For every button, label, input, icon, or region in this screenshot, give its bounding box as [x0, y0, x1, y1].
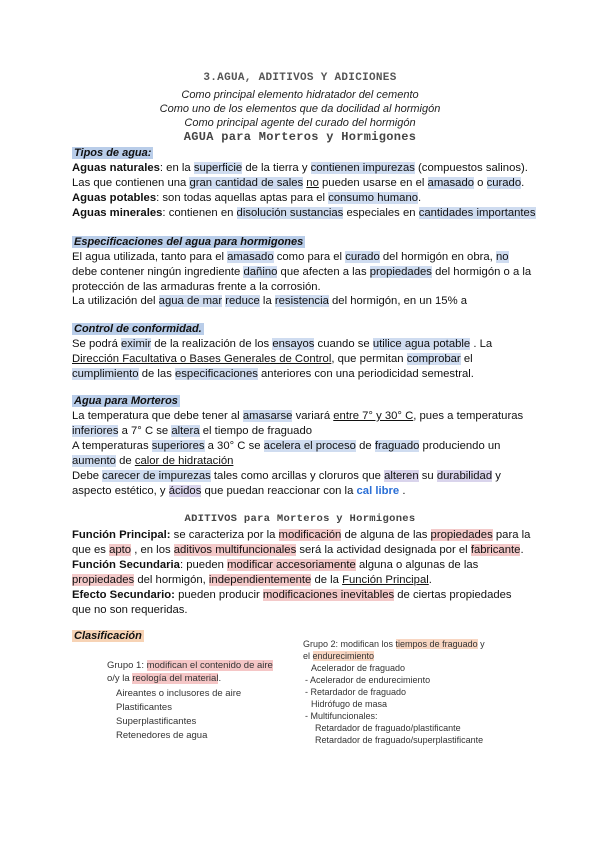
grupo1-item: Superplastificantes	[116, 716, 197, 727]
potables-label: Aguas potables	[72, 192, 157, 204]
control-heading: Control de conformidad.	[74, 323, 202, 335]
highlight: acelera el proceso	[263, 440, 356, 452]
text: de la tierra y	[242, 162, 311, 174]
text: su	[418, 470, 437, 482]
tipos-line-3	[72, 191, 421, 205]
highlight: amasarse	[242, 410, 293, 422]
grupo2-line-2	[303, 650, 374, 662]
highlight: fabricante	[470, 544, 521, 556]
text: variará	[292, 410, 334, 422]
text: se caracteriza por la	[170, 529, 279, 541]
highlight: propiedades	[430, 529, 493, 541]
grupo1-line-2	[107, 673, 221, 685]
text: .	[418, 192, 422, 204]
text: de	[355, 440, 375, 452]
espec-line-4	[72, 294, 467, 308]
morteros-line-2	[72, 424, 312, 438]
highlight: independientemente	[208, 574, 312, 586]
text: La temperatura que debe tener al	[72, 410, 243, 422]
intro-line-3: Como principal agente del curado del hormigón	[184, 117, 416, 129]
text: A temperaturas	[72, 440, 152, 452]
text: y	[477, 639, 485, 649]
highlight: superficie	[193, 162, 243, 174]
highlight: eximir	[121, 338, 152, 350]
underlined: no	[306, 177, 319, 189]
text: Se podrá	[72, 338, 121, 350]
highlight: dañino	[243, 266, 278, 278]
text: del hormigón en obra,	[379, 251, 496, 263]
text: anteriores con una periodicidad semestral.	[257, 368, 474, 380]
minerales-label: Aguas minerales	[72, 207, 163, 219]
text: : en la	[159, 162, 194, 174]
text: Grupo 2: modifican los	[303, 639, 396, 649]
aditivos-es-line-1	[72, 588, 512, 602]
text: de	[115, 455, 135, 467]
underlined: entre 7° y 30° C	[333, 410, 414, 422]
highlight: superiores	[151, 440, 205, 452]
highlight: agua de mar	[158, 295, 223, 307]
text: Grupo 1:	[107, 660, 147, 671]
text: y	[492, 470, 501, 482]
text: como para el	[273, 251, 346, 263]
highlight: durabilidad	[436, 470, 493, 482]
highlight: propiedades	[369, 266, 432, 278]
text: el tiempo de fraguado	[199, 425, 313, 437]
text: .	[399, 485, 406, 497]
grupo2-item: Hidrófugo de masa	[311, 699, 388, 709]
aditivos-fs-line-2	[72, 573, 432, 587]
aditivos-fs-line-1	[72, 558, 478, 572]
highlight: cumplimiento	[72, 368, 139, 380]
text: especiales en	[343, 207, 419, 219]
espec-line-1	[72, 250, 509, 264]
highlight: curado	[486, 177, 522, 189]
intro-line-1: Como principal elemento hidratador del cemento	[181, 89, 419, 101]
tipos-line-2	[72, 176, 524, 190]
espec-line-3: protección de las armaduras frente a la corrosión.	[72, 281, 321, 293]
aditivos-fp-line-2	[72, 543, 524, 557]
highlight: inferiores	[72, 425, 119, 437]
text: que afecten a las	[277, 266, 370, 278]
highlight: modificar accesoriamente	[227, 559, 356, 571]
highlight: contienen impurezas	[310, 162, 415, 174]
highlight: comprobar	[406, 353, 461, 365]
highlight: amasado	[427, 177, 475, 189]
text: .	[520, 544, 524, 556]
text: Las que contienen una	[72, 177, 190, 189]
underlined: calor de hidratación	[134, 455, 234, 467]
especificaciones-heading: Especificaciones del agua para hormigones	[74, 236, 304, 248]
espec-line-2	[72, 265, 531, 279]
es-label: Efecto Secundario:	[72, 589, 175, 601]
morteros-line-5	[72, 469, 501, 483]
naturales-label: Aguas naturales	[72, 162, 160, 174]
control-line-2	[72, 352, 473, 366]
text: , pues a temperaturas	[413, 410, 524, 422]
highlight: modifican el contenido de aire	[146, 660, 273, 671]
text: pueden producir	[174, 589, 263, 601]
clasificacion-heading: Clasificación	[74, 630, 142, 642]
highlight: especificaciones	[175, 368, 258, 380]
text: a 7° C se	[118, 425, 172, 437]
text: aspecto estético, y	[72, 485, 169, 497]
grupo1-line-1	[107, 660, 273, 672]
grupo2-item: - Acelerador de endurecimiento	[305, 675, 431, 685]
highlight: consumo humano	[328, 192, 419, 204]
text: a 30° C se	[204, 440, 264, 452]
fp-label: Función Principal:	[72, 529, 171, 541]
text: La utilización del	[72, 295, 159, 307]
highlight: ensayos	[272, 338, 315, 350]
text: .	[428, 574, 432, 586]
morteros-heading: Agua para Morteros	[74, 395, 178, 407]
text: o	[474, 177, 487, 189]
text: .	[521, 177, 525, 189]
aditivos-subtitle: ADITIVOS para Morteros y Hormigones	[184, 513, 416, 525]
highlight: alteren	[384, 470, 419, 482]
underlined: Dirección Facultativa o Bases Generales de Control	[72, 353, 332, 365]
highlight: ácidos	[168, 485, 202, 497]
text: cuando se	[314, 338, 373, 350]
text: produciendo un	[419, 440, 501, 452]
text: Debe	[72, 470, 103, 482]
tipos-heading: Tipos de agua:	[74, 147, 152, 159]
highlight: reduce	[225, 295, 260, 307]
grupo1-item: Aireantes o inclusores de aire	[116, 688, 242, 699]
grupo2-item: Acelerador de fraguado	[311, 663, 406, 673]
fs-label: Función Secundaria	[72, 559, 180, 571]
highlight: altera	[171, 425, 200, 437]
highlight: no	[495, 251, 509, 263]
morteros-line-1	[72, 409, 523, 423]
text: El agua utilizada, tanto para el	[72, 251, 228, 263]
highlight: carecer de impurezas	[102, 470, 211, 482]
morteros-line-4	[72, 454, 233, 468]
control-line-3	[72, 367, 474, 381]
grupo2-item: - Multifuncionales:	[305, 711, 378, 721]
grupo2-item: Retardador de fraguado/plastificante	[315, 723, 461, 733]
grupo2-item: - Retardador de fraguado	[305, 687, 407, 697]
text: para la	[492, 529, 531, 541]
tipos-line-4	[72, 206, 536, 220]
text: que es	[72, 544, 110, 556]
tipos-line-1	[72, 161, 528, 175]
text: de ciertas propiedades	[394, 589, 512, 601]
highlight: utilice agua potable	[372, 338, 471, 350]
text: (compuestos salinos).	[414, 162, 528, 174]
highlight: tiempos de fraguado	[395, 639, 478, 649]
text: del hormigón,	[134, 574, 209, 586]
highlight: modificaciones inevitables	[262, 589, 395, 601]
morteros-line-3	[72, 439, 500, 453]
text: del hormigón o a la	[431, 266, 532, 278]
highlight: propiedades	[72, 574, 135, 586]
text: el	[303, 651, 313, 661]
cal-libre-link: cal libre	[356, 485, 400, 497]
text: pueden usarse en el	[318, 177, 428, 189]
text: que puedan reaccionar con la	[201, 485, 357, 497]
grupo1-item: Plastificantes	[116, 702, 172, 713]
grupo2-line-1	[303, 638, 485, 650]
text: .	[218, 673, 222, 684]
highlight: modificación	[278, 529, 342, 541]
intro-line-2: Como uno de los elementos que da docilidad al hormigón	[159, 103, 441, 115]
control-line-1	[72, 337, 492, 351]
text: del hormigón, en un 15% a	[328, 295, 468, 307]
highlight: amasado	[227, 251, 274, 263]
highlight: aditivos multifuncionales	[173, 544, 297, 556]
highlight: resistencia	[274, 295, 329, 307]
highlight: aumento	[72, 455, 116, 467]
highlight: apto	[109, 544, 132, 556]
text: : son todas aquellas aptas para el	[156, 192, 329, 204]
text: será la actividad designada por el	[296, 544, 471, 556]
highlight: cantidades importantes	[418, 207, 536, 219]
agua-subtitle: AGUA para Morteros y Hormigones	[183, 130, 417, 144]
text: de las	[138, 368, 175, 380]
highlight: curado	[345, 251, 380, 263]
morteros-line-6	[72, 484, 405, 498]
text: : contienen en	[162, 207, 237, 219]
aditivos-es-line-2: que no son requeridas.	[72, 604, 188, 616]
grupo1-item: Retenedores de agua	[116, 730, 208, 741]
text: la	[259, 295, 275, 307]
text: el	[460, 353, 473, 365]
text: o/y la	[107, 673, 133, 684]
highlight: disolución sustancias	[236, 207, 344, 219]
text: , en los	[131, 544, 174, 556]
underlined: Función Principal	[342, 574, 429, 586]
text: de alguna de las	[341, 529, 431, 541]
text: : pueden	[179, 559, 228, 571]
text: de la	[311, 574, 343, 586]
highlight: reología del material	[132, 673, 219, 684]
text: . La	[470, 338, 493, 350]
text: tales como arcillas y cloruros que	[210, 470, 385, 482]
aditivos-fp-line-1	[72, 528, 530, 542]
text: alguna o algunas de las	[355, 559, 479, 571]
highlight: endurecimiento	[312, 651, 375, 661]
section-title: 3.AGUA, ADITIVOS Y ADICIONES	[203, 72, 397, 84]
text: de la realización de los	[151, 338, 273, 350]
grupo2-item: Retardador de fraguado/superplastificante	[315, 735, 484, 745]
text: debe contener ningún ingrediente	[72, 266, 244, 278]
highlight: fraguado	[374, 440, 420, 452]
text: , que permitan	[331, 353, 407, 365]
highlight: gran cantidad de sales	[189, 177, 304, 189]
